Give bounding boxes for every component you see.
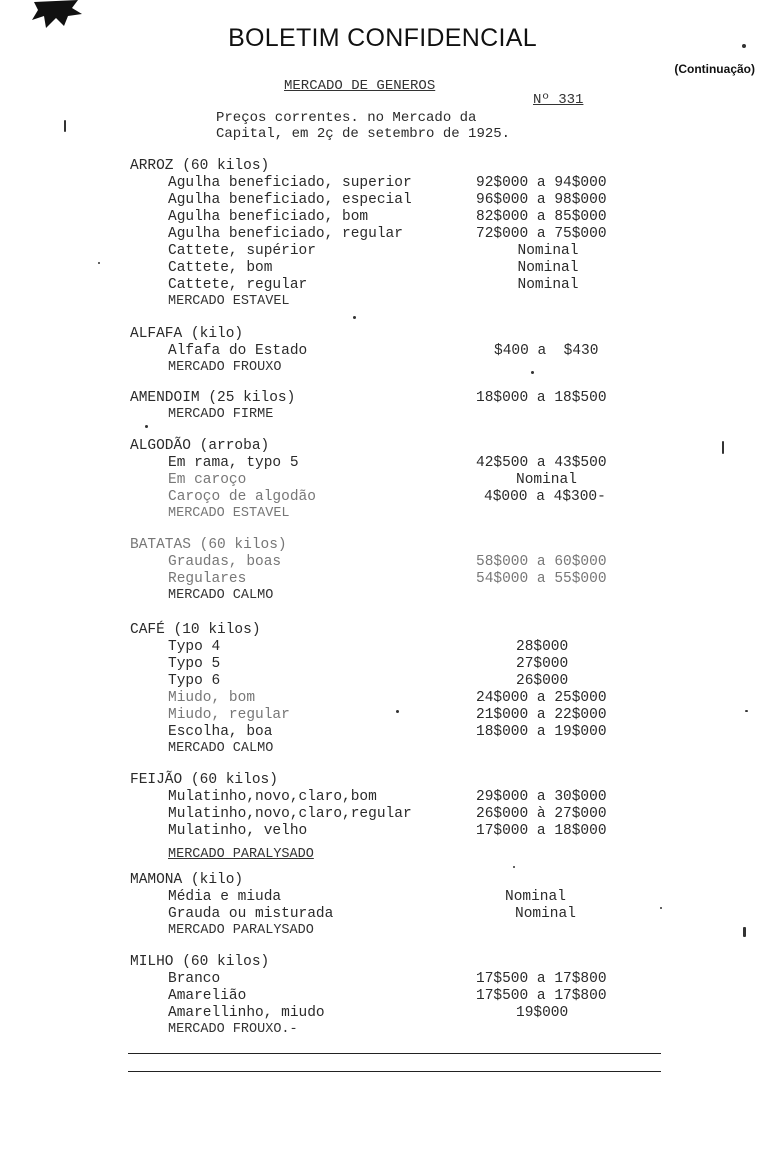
section-heading: ALGODÃO (arroba) (130, 438, 270, 454)
market-status: MERCADO ESTAVEL (168, 506, 290, 521)
item-price: 17$500 a 17$800 (476, 971, 607, 987)
price-row (0, 260, 765, 277)
paper-speck (145, 425, 148, 428)
item-label: Typo 6 (168, 673, 221, 689)
price-row (0, 243, 765, 260)
price-row (0, 472, 765, 489)
price-row (0, 192, 765, 209)
section-subtitle: MERCADO DE GENEROS (284, 78, 436, 94)
price-row (0, 656, 765, 673)
divider-line (128, 1053, 661, 1054)
paper-speck (722, 441, 724, 454)
item-price: 82$000 a 85$000 (476, 209, 607, 225)
item-price: 54$000 a 55$000 (476, 571, 607, 587)
item-label: Miudo, regular (168, 707, 290, 723)
price-row (0, 489, 765, 506)
section-heading: ALFAFA (kilo) (130, 326, 244, 342)
price-row (0, 806, 765, 823)
price-row (0, 209, 765, 226)
item-price: 58$000 a 60$000 (476, 554, 607, 570)
price-row (0, 390, 765, 407)
item-label: Agulha beneficiado, bom (168, 209, 369, 225)
item-price: $400 a $430 (494, 343, 599, 359)
item-price: 29$000 a 30$000 (476, 789, 607, 805)
divider-line (128, 1071, 661, 1072)
item-label: Regulares (168, 571, 247, 587)
price-row (0, 175, 765, 192)
item-price: Nominal (517, 277, 579, 293)
section-heading: FEIJÃO (60 kilos) (130, 772, 278, 788)
price-row (0, 343, 765, 360)
section-heading: AMENDOIM (25 kilos) (130, 390, 296, 406)
item-label: Graudas, boas (168, 554, 282, 570)
intro-line: Preços correntes. no Mercado da (216, 110, 477, 126)
market-status: MERCADO FROUXO.- (168, 1022, 298, 1037)
paper-speck (64, 120, 66, 132)
item-label: Agulha beneficiado, especial (168, 192, 412, 208)
item-price: 18$000 a 19$000 (476, 724, 607, 740)
item-price: Nominal (505, 889, 566, 905)
price-row (0, 707, 765, 724)
paper-speck (513, 866, 515, 868)
item-label: Caroço de algodão (168, 489, 316, 505)
price-row (0, 789, 765, 806)
intro-line: Capital, em 2ç de setembro de 1925. (216, 126, 511, 142)
page-title: BOLETIM CONFIDENCIAL (228, 24, 537, 52)
market-status: MERCADO FROUXO (168, 360, 282, 375)
paper-speck (743, 927, 746, 937)
item-price: Nominal (517, 243, 579, 259)
item-price: 42$500 a 43$500 (476, 455, 607, 471)
price-row (0, 226, 765, 243)
item-price: 17$000 a 18$000 (476, 823, 607, 839)
item-price: Nominal (517, 260, 579, 276)
market-status: MERCADO PARALYSADO (168, 847, 314, 862)
price-row (0, 1005, 765, 1022)
item-label: Amarelião (168, 988, 247, 1004)
price-row (0, 971, 765, 988)
price-row (0, 673, 765, 690)
price-row (0, 823, 765, 840)
item-price: 28$000 (516, 639, 569, 655)
item-price: 72$000 a 75$000 (476, 226, 607, 242)
item-label: Typo 4 (168, 639, 221, 655)
paper-speck (353, 316, 356, 319)
intro-text (216, 110, 510, 142)
item-price: 18$000 a 18$500 (476, 390, 607, 406)
item-price: 96$000 a 98$000 (476, 192, 607, 208)
item-label: Miudo, bom (168, 690, 256, 706)
price-row (0, 889, 765, 906)
paper-speck (396, 710, 399, 713)
price-row (0, 277, 765, 294)
item-label: Mulatinho,novo,claro,regular (168, 806, 412, 822)
item-label: Cattete, regular (168, 277, 308, 293)
item-price: 4$000 a 4$300- (484, 489, 606, 505)
item-price: 92$000 a 94$000 (476, 175, 607, 191)
item-label: Cattete, bom (168, 260, 273, 276)
section-heading: BATATAS (60 kilos) (130, 537, 287, 553)
item-label: Branco (168, 971, 221, 987)
item-price: 17$500 a 17$800 (476, 988, 607, 1004)
item-label: Cattete, supérior (168, 243, 316, 259)
section-heading: MAMONA (kilo) (130, 872, 244, 888)
item-price: 19$000 (516, 1005, 569, 1021)
item-price: 27$000 (516, 656, 569, 672)
market-status: MERCADO ESTAVEL (168, 294, 290, 309)
price-row (0, 571, 765, 588)
section-heading: CAFÉ (10 kilos) (130, 622, 261, 638)
item-label: Em rama, typo 5 (168, 455, 299, 471)
item-price: Nominal (516, 472, 577, 488)
item-price: 21$000 a 22$000 (476, 707, 607, 723)
price-row (0, 988, 765, 1005)
paper-speck (531, 371, 534, 374)
continuation-note: (Continuação) (674, 62, 755, 76)
item-label: Mulatinho,novo,claro,bom (168, 789, 377, 805)
item-price: Nominal (515, 906, 576, 922)
item-label: Grauda ou misturada (168, 906, 334, 922)
item-label: Typo 5 (168, 656, 221, 672)
price-row (0, 690, 765, 707)
item-label: Alfafa do Estado (168, 343, 308, 359)
market-status: MERCADO FIRME (168, 407, 274, 422)
item-label: Amarellinho, miudo (168, 1005, 325, 1021)
item-price: 26$000 (516, 673, 569, 689)
market-status: MERCADO PARALYSADO (168, 923, 314, 938)
item-label: Agulha beneficiado, regular (168, 226, 403, 242)
price-row (0, 554, 765, 571)
paper-speck (742, 44, 746, 48)
item-label: Média e miuda (168, 889, 282, 905)
price-row (0, 724, 765, 741)
paper-speck (660, 907, 662, 909)
item-label: Em caroço (168, 472, 247, 488)
item-price: 26$000 à 27$000 (476, 806, 607, 822)
paper-speck (745, 710, 748, 712)
market-status: MERCADO CALMO (168, 588, 274, 603)
price-row (0, 455, 765, 472)
section-heading: ARROZ (60 kilos) (130, 158, 270, 174)
item-price: 24$000 a 25$000 (476, 690, 607, 706)
section-heading: MILHO (60 kilos) (130, 954, 270, 970)
price-row (0, 639, 765, 656)
item-label: Agulha beneficiado, superior (168, 175, 412, 191)
bulletin-number: Nº 331 (533, 92, 584, 108)
market-status: MERCADO CALMO (168, 741, 274, 756)
price-row (0, 906, 765, 923)
paper-speck (98, 262, 100, 264)
item-label: Mulatinho, velho (168, 823, 308, 839)
item-label: Escolha, boa (168, 724, 273, 740)
